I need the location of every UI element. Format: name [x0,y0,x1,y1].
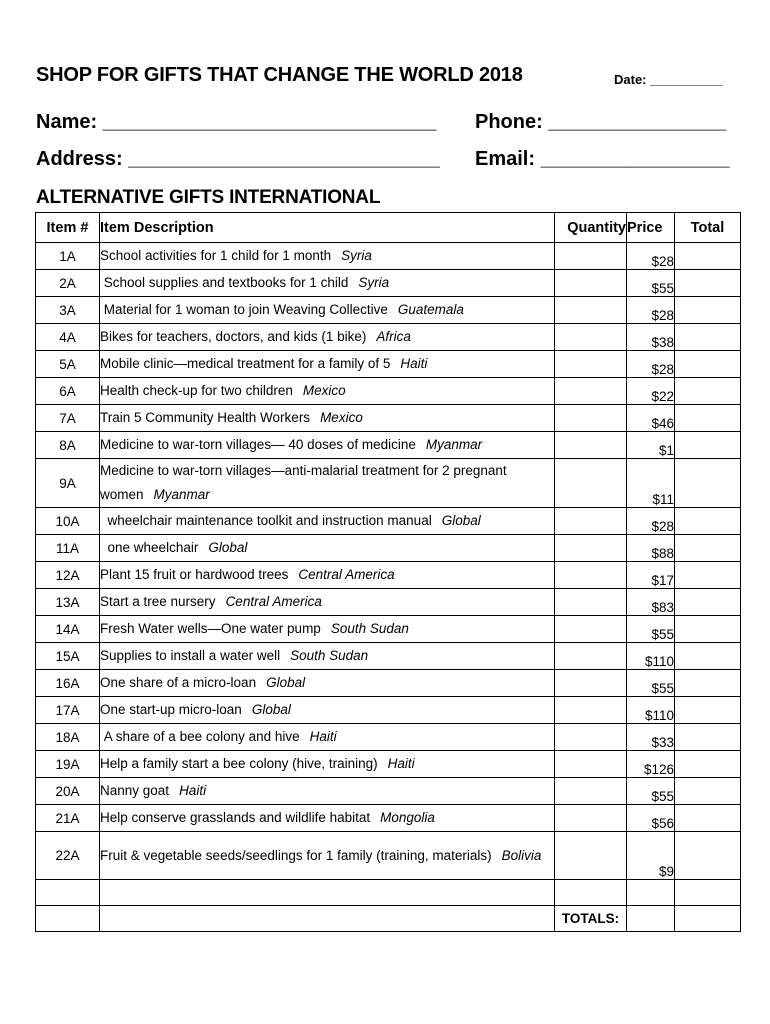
quantity-cell[interactable] [555,805,627,832]
total-cell[interactable] [675,270,741,297]
total-cell[interactable] [675,351,741,378]
table-row [36,432,741,459]
table-row [36,270,741,297]
location-text: Mongolia [380,810,435,825]
item-number: 4A [36,324,100,351]
item-number: 10A [36,508,100,535]
header-item-description: Item Description [100,213,555,243]
price-cell: $22 [627,378,675,405]
location-text: Global [266,675,306,690]
description-text: Nanny goat [100,783,170,798]
item-number: 19A [36,751,100,778]
item-description [100,562,555,589]
item-description [100,805,555,832]
description-text: one wheelchair [100,540,199,555]
email-field[interactable]: Email: _________________ [475,148,730,170]
price-cell: $11 [627,459,675,508]
location-text: Africa [376,329,411,344]
item-number: 5A [36,351,100,378]
page-title: SHOP FOR GIFTS THAT CHANGE THE WORLD 2018 [36,64,523,86]
table-row [36,378,741,405]
total-cell[interactable] [675,405,741,432]
price-cell: $55 [627,270,675,297]
location-text: Syria [358,275,390,290]
quantity-cell[interactable] [555,643,627,670]
item-description [100,405,555,432]
header-quantity: Quantity [555,213,627,243]
price-cell: $28 [627,297,675,324]
quantity-cell[interactable] [555,616,627,643]
blank-total-cell[interactable] [675,880,741,906]
location-text: Guatemala [397,302,464,317]
description-text: Fruit & vegetable seeds/seedlings for 1 family (training, materials) [100,847,492,863]
quantity-cell[interactable] [555,270,627,297]
location-text: Haiti [179,783,207,798]
table-row [36,459,741,508]
item-description [100,751,555,778]
item-number: 16A [36,670,100,697]
price-cell: $9 [627,832,675,880]
table-row [36,508,741,535]
location-text: South Sudan [330,621,409,636]
price-cell: $28 [627,508,675,535]
item-description [100,432,555,459]
price-cell: $126 [627,751,675,778]
price-cell: $46 [627,405,675,432]
table-row [36,697,741,724]
item-description [100,589,555,616]
grand-total-cell[interactable] [675,906,741,932]
price-cell: $83 [627,589,675,616]
table-row [36,405,741,432]
total-cell[interactable] [675,778,741,805]
price-cell: $56 [627,805,675,832]
name-field[interactable]: Name: ______________________________ [36,111,437,133]
header-price: Price [627,213,675,243]
description-text: School supplies and textbooks for 1 child [100,275,349,290]
total-cell[interactable] [675,243,741,270]
price-cell: $88 [627,535,675,562]
quantity-cell[interactable] [555,297,627,324]
item-description [100,832,555,880]
description-text: Mobile clinic—medical treatment for a family of 5 [100,356,391,371]
price-cell: $1 [627,432,675,459]
quantity-cell[interactable] [555,751,627,778]
table-row [36,297,741,324]
header-total: Total [675,213,741,243]
quantity-cell[interactable] [555,778,627,805]
quantity-cell[interactable] [555,670,627,697]
total-cell[interactable] [675,751,741,778]
gift-table [35,212,741,932]
table-row [36,724,741,751]
quantity-cell[interactable] [555,459,627,508]
description-text: Supplies to install a water well [100,648,281,663]
price-cell: $55 [627,670,675,697]
location-text: Haiti [400,356,428,371]
total-cell[interactable] [675,378,741,405]
item-description [100,778,555,805]
table-row [36,643,741,670]
item-description [100,378,555,405]
location-text: Global [208,540,248,555]
table-row [36,589,741,616]
price-cell: $28 [627,351,675,378]
description-text: One start-up micro-loan [100,702,242,717]
description-text: One share of a micro-loan [100,675,257,690]
total-cell[interactable] [675,432,741,459]
price-cell: $28 [627,243,675,270]
quantity-cell[interactable] [555,697,627,724]
totals-description-cell [100,906,555,932]
address-field[interactable]: Address: ____________________________ [36,148,440,170]
item-description [100,724,555,751]
item-number: 17A [36,697,100,724]
quantity-cell[interactable] [555,589,627,616]
item-number: 9A [36,459,100,508]
quantity-cell[interactable] [555,243,627,270]
price-cell: $33 [627,724,675,751]
quantity-cell[interactable] [555,432,627,459]
item-number: 15A [36,643,100,670]
description-text: Health check-up for two children [100,383,293,398]
total-cell[interactable] [675,697,741,724]
description-text: Help conserve grasslands and wildlife habitat [100,810,371,825]
description-text: School activities for 1 child for 1 month [100,248,332,263]
price-cell: $17 [627,562,675,589]
location-text: Haiti [387,756,415,771]
item-description [100,616,555,643]
blank-quantity-cell[interactable] [555,880,627,906]
quantity-cell[interactable] [555,724,627,751]
total-cell[interactable] [675,459,741,508]
price-cell: $55 [627,616,675,643]
location-text: Myanmar [425,437,483,452]
location-text: South Sudan [290,648,369,663]
description-text: Plant 15 fruit or hardwood trees [100,567,289,582]
item-number: 20A [36,778,100,805]
total-cell[interactable] [675,324,741,351]
quantity-cell[interactable] [555,562,627,589]
description-text: Material for 1 woman to join Weaving Collective [100,302,388,317]
description-text: A share of a bee colony and hive [100,729,300,744]
item-number: 21A [36,805,100,832]
total-cell[interactable] [675,297,741,324]
item-description [100,697,555,724]
table-row [36,832,741,880]
item-description [100,459,555,508]
item-number: 8A [36,432,100,459]
item-number: 22A [36,832,100,880]
item-number: 18A [36,724,100,751]
total-cell[interactable] [675,724,741,751]
table-row [36,562,741,589]
totals-row [36,906,741,932]
table-row [36,324,741,351]
description-text: Train 5 Community Health Workers [100,410,311,425]
location-text: Global [251,702,291,717]
date-field[interactable]: Date: __________ [614,72,723,87]
item-description [100,351,555,378]
description-text: Start a tree nursery [100,594,216,609]
item-number: 13A [36,589,100,616]
totals-item-cell [36,906,100,932]
item-description [100,670,555,697]
total-cell[interactable] [675,562,741,589]
location-text: Mexico [320,410,363,425]
phone-field[interactable]: Phone: ________________ [475,111,727,133]
quantity-cell[interactable] [555,378,627,405]
location-text: Mexico [302,383,346,398]
price-cell: $38 [627,324,675,351]
blank-price-cell[interactable] [627,880,675,906]
location-text: Haiti [309,729,337,744]
total-cell[interactable] [675,643,741,670]
item-number: 7A [36,405,100,432]
total-cell[interactable] [675,535,741,562]
item-description [100,324,555,351]
table-header-row [36,213,741,243]
description-text: Fresh Water wells—One water pump [100,621,321,636]
quantity-cell[interactable] [555,405,627,432]
item-number: 6A [36,378,100,405]
location-text: Central America [298,567,395,582]
quantity-cell[interactable] [555,324,627,351]
item-description [100,535,555,562]
total-cell[interactable] [675,508,741,535]
description-text: Help a family start a bee colony (hive, training) [100,756,378,771]
description-text: wheelchair maintenance toolkit and instruction manual [100,513,432,528]
table-row [36,616,741,643]
quantity-cell[interactable] [555,508,627,535]
item-number: 14A [36,616,100,643]
description-text: Medicine to war-torn villages— 40 doses of medicine [100,437,416,452]
price-cell: $55 [627,778,675,805]
table-row [36,778,741,805]
organization-title: ALTERNATIVE GIFTS INTERNATIONAL [36,187,381,208]
item-number: 2A [36,270,100,297]
total-cell[interactable] [675,805,741,832]
item-description [100,270,555,297]
total-cell[interactable] [675,589,741,616]
table-row [36,351,741,378]
table-row [36,535,741,562]
gift-rows [36,243,741,880]
blank-row [36,880,741,906]
location-text: Syria [341,248,372,263]
totals-label: TOTALS: [555,906,627,932]
item-number: 1A [36,243,100,270]
table-row [36,243,741,270]
table-row [36,805,741,832]
price-cell: $110 [627,697,675,724]
total-cell[interactable] [675,832,741,880]
total-cell[interactable] [675,616,741,643]
table-row [36,751,741,778]
total-cell[interactable] [675,670,741,697]
location-text: Myanmar [153,487,210,502]
item-description [100,297,555,324]
quantity-cell[interactable] [555,351,627,378]
item-number: 11A [36,535,100,562]
quantity-cell[interactable] [555,832,627,880]
header-item-number: Item # [36,213,100,243]
item-number: 12A [36,562,100,589]
item-description [100,508,555,535]
totals-price-cell[interactable] [627,906,675,932]
price-cell: $110 [627,643,675,670]
blank-item-cell[interactable] [36,880,100,906]
quantity-cell[interactable] [555,535,627,562]
location-text: Central America [225,594,322,609]
item-description [100,243,555,270]
item-number: 3A [36,297,100,324]
description-text: Bikes for teachers, doctors, and kids (1 bike) [100,329,367,344]
table-row [36,670,741,697]
location-text: Global [441,513,481,528]
blank-description-cell[interactable] [100,880,555,906]
location-text: Bolivia [501,847,542,863]
description-text: Medicine to war-torn villages—anti-malarial treatment for 2 pregnant women [100,463,511,502]
item-description [100,643,555,670]
